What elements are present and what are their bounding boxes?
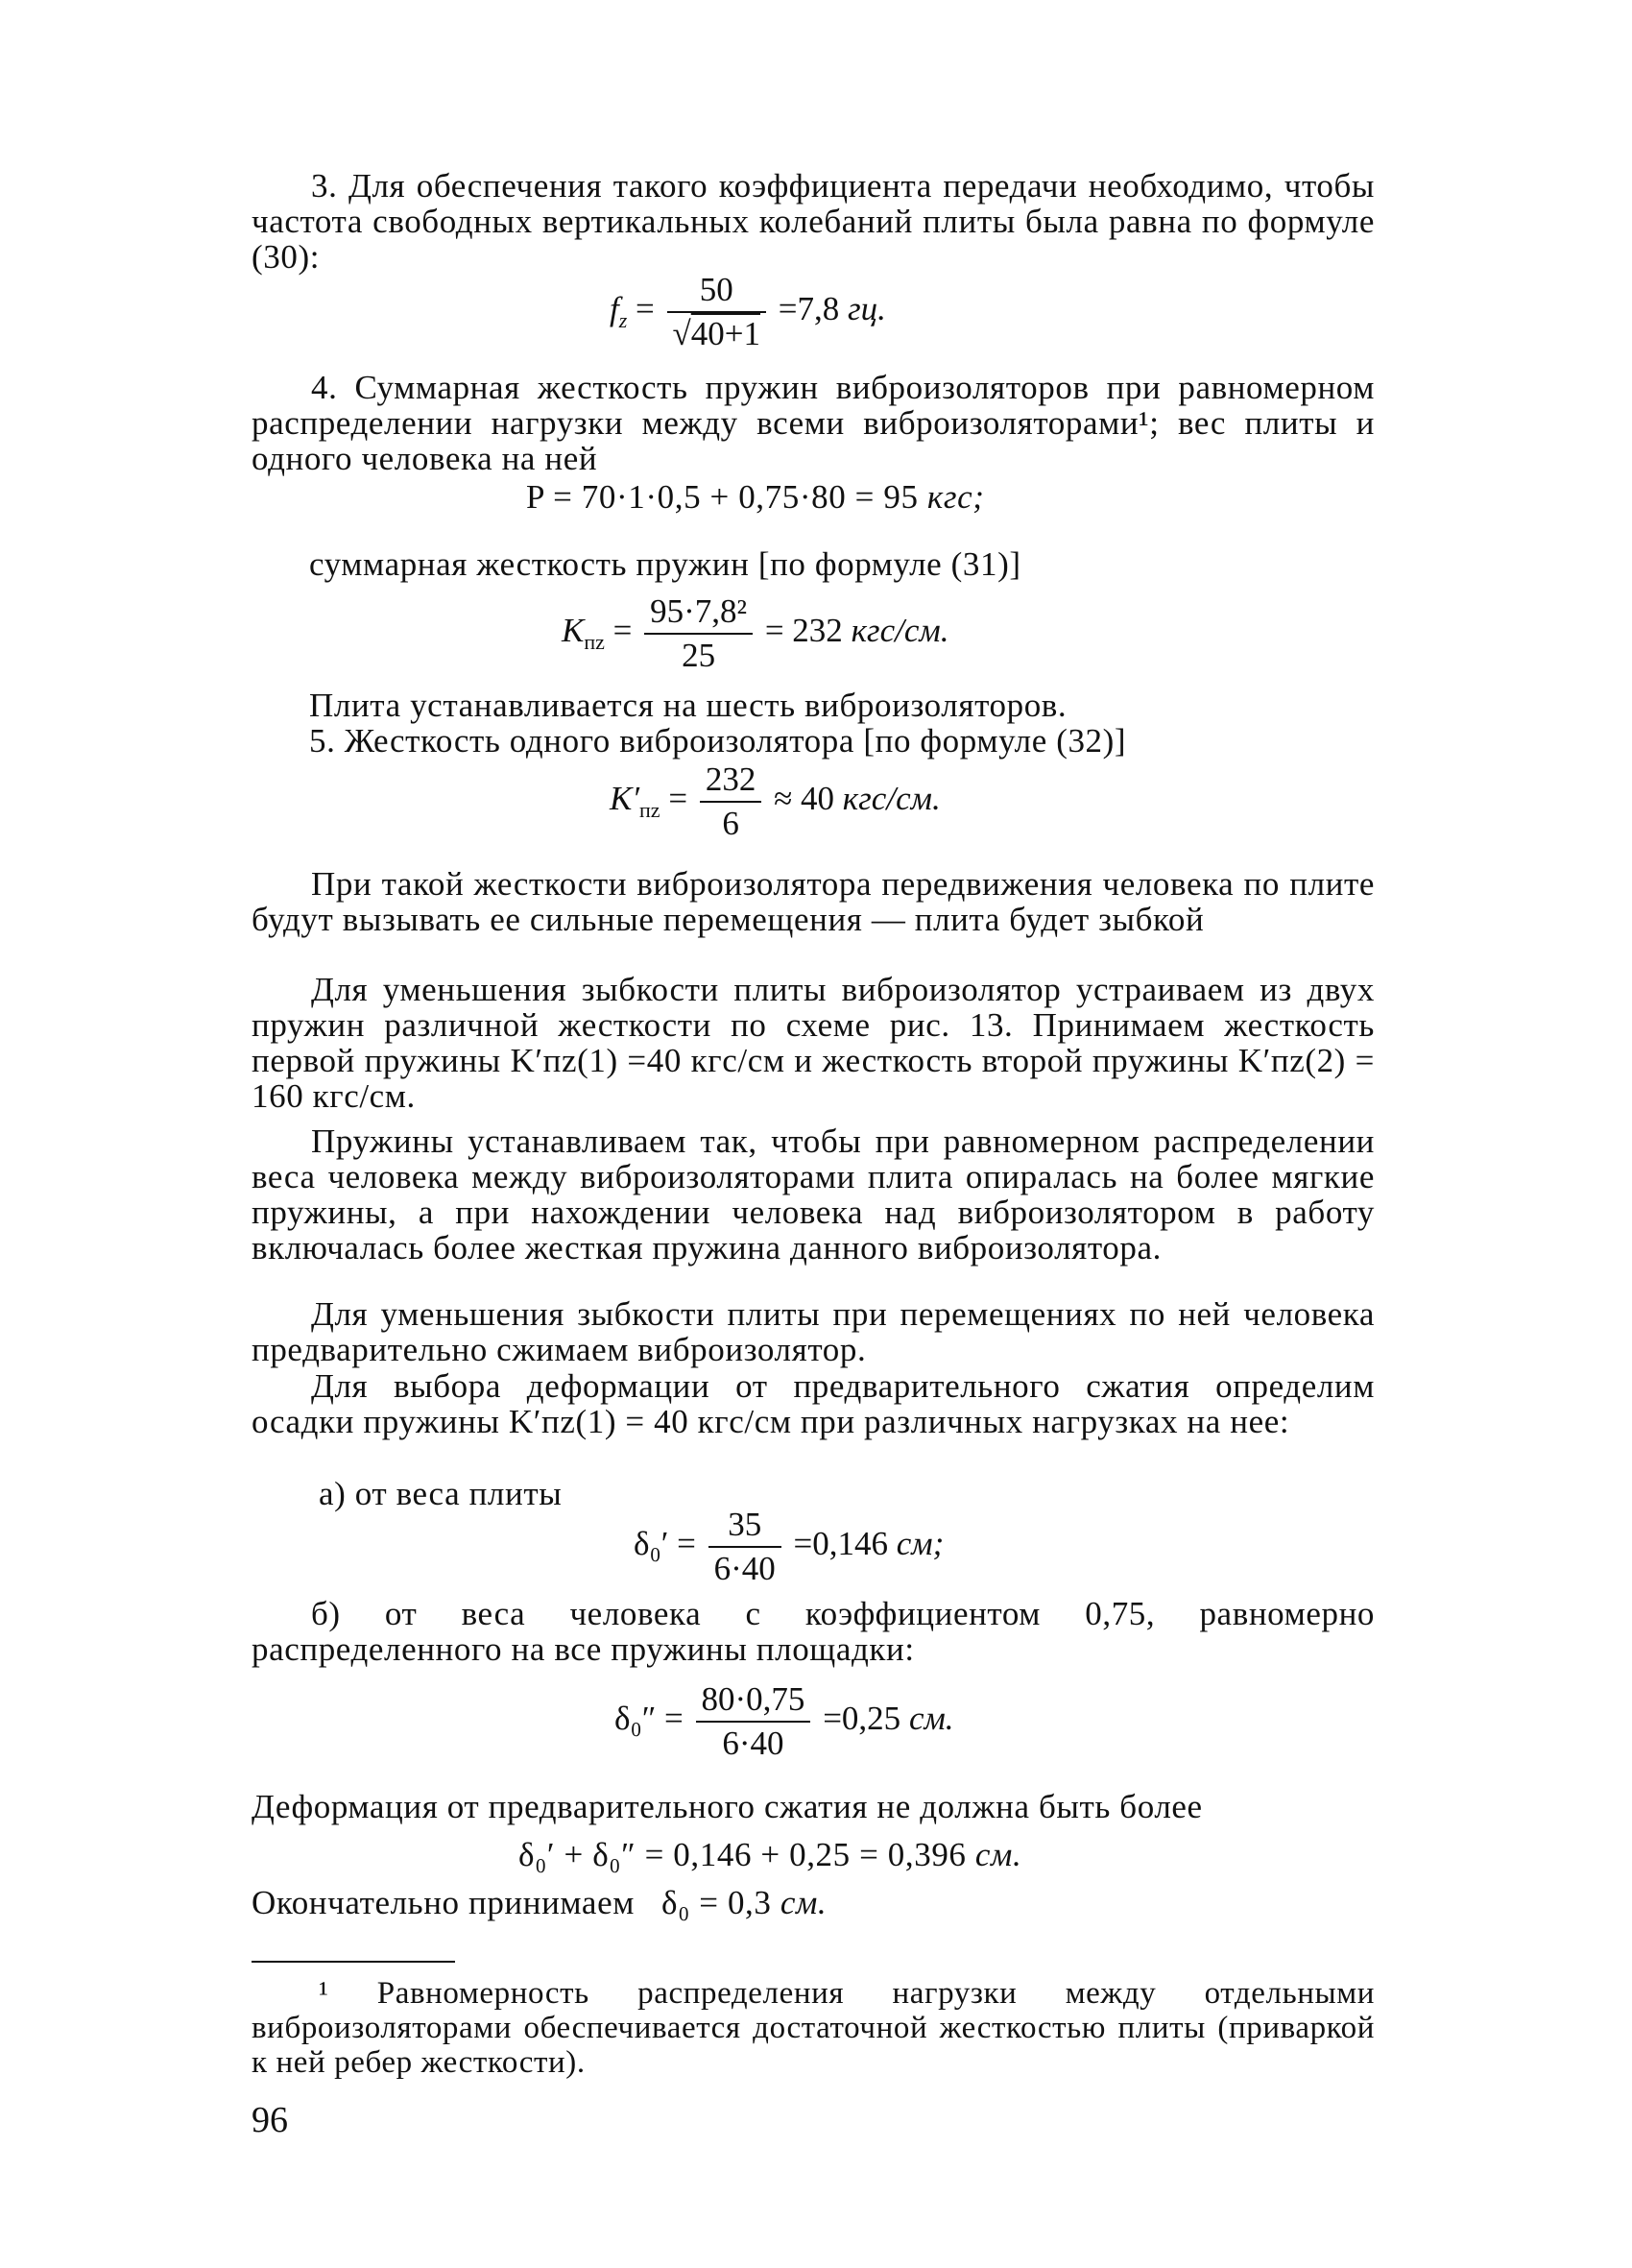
formula-d0p: δ₀′ = $\frac{35}{6\cdot 40}$ =0,146 см; [634, 1506, 945, 1587]
deformation-limit-text: Деформация от предварительного сжатия не должна быть более [252, 1788, 1203, 1825]
fraction: $\frac{50}{√40+1}$ [667, 271, 766, 353]
formula-K1pz: $K'_{пz}$ = $\frac{232}{6}$ ≈ 40 кгс/см. [610, 760, 941, 842]
final-value: Окончательно принимаем δ₀ = 0,3 см. [252, 1884, 828, 1921]
plate-six-text: Плита устанавливается на шесть виброизоляторов. [309, 687, 1068, 724]
page-number: 96 [252, 2100, 288, 2140]
paragraph-reduce: Для уменьшения зыбкости плиты виброизолятор устраиваем из двух пружин различной жесткости по схеме рис. 13. Принимаем жесткость первой пружины K′пz(1) =40 кгс/см и жесткость второй пружины K′пz(2) = 160 кгс/см. [252, 971, 1375, 1115]
formula-fz: $f_z$ = $\frac{50}{√40+1}$ =7,8 гц. [610, 271, 886, 352]
paragraph-precompress: Для уменьшения зыбкости плиты при перемещениях по ней человека предварительно сжимаем виброизолятор. [252, 1295, 1375, 1368]
paragraph-3: 3. Для обеспечения такого коэффициента передачи необходимо, чтобы частота свободных вертикальных колебаний плиты была равна по формуле (30): [252, 167, 1375, 276]
footnote-rule [252, 1961, 455, 1963]
footnote: ¹ Равномерность распределения нагрузки между отдельными виброизоляторами обеспечивается достаточной жесткостью плиты (приваркой к ней ребер жесткости). [252, 1976, 1375, 2080]
item-b: б) от веса человека с коэффициентом 0,75, равномерно распределенного на все пружины площадки: [252, 1595, 1375, 1668]
paragraph-deform: Для выбора деформации от предварительного сжатия определим осадки пружины K′пz(1) = 40 кгс/см при различных нагрузках на нее: [252, 1367, 1375, 1440]
formula-d0pp: δ₀″ = $\frac{80\cdot 0,75}{6\cdot 40}$ =0,25 см. [614, 1680, 954, 1762]
paragraph-springs: Пружины устанавливаем так, чтобы при равномерном распределении веса человека между виброизоляторами плита опиралась на более мягкие пружины, а при нахождении человека над виброизолятором в работу включалась более жесткая пружина данного виброизолятора. [252, 1122, 1375, 1267]
sum-stiffness-label: суммарная жесткость пружин [по формуле (31)] [309, 545, 1021, 583]
fraction: $\frac{\text{95·7,8²}}{25}$ [644, 592, 753, 675]
fraction: $\frac{35}{6\cdot 40}$ [708, 1506, 781, 1588]
fraction: $\frac{232}{6}$ [700, 760, 762, 843]
paragraph-5: 5. Жесткость одного виброизолятора [по формуле (32)] [309, 722, 1127, 760]
paragraph-rigidity: При такой жесткости виброизолятора передвижения человека по плите будут вызывать ее сильные перемещения — плита будет зыбкой [252, 865, 1375, 938]
paragraph-4: 4. Суммарная жесткость пружин виброизоляторов при равномерном распределении нагрузки между всеми виброизоляторами¹; вес плиты и одного человека на ней [252, 369, 1375, 477]
formula-Kpz: $K_{пz}$ = $\frac{\text{95·7,8²}}{25}$ = 232 кгс/см. [562, 592, 949, 674]
fraction: $\frac{80\cdot 0,75}{6\cdot 40}$ [696, 1680, 811, 1763]
formula-sum: δ₀′ + δ₀″ = 0,146 + 0,25 = 0,396 см. [518, 1836, 1022, 1873]
formula-P: P = 70·1·0,5 + 0,75·80 = 95 кгс; [526, 478, 985, 516]
item-a: а) от веса плиты [319, 1475, 563, 1512]
